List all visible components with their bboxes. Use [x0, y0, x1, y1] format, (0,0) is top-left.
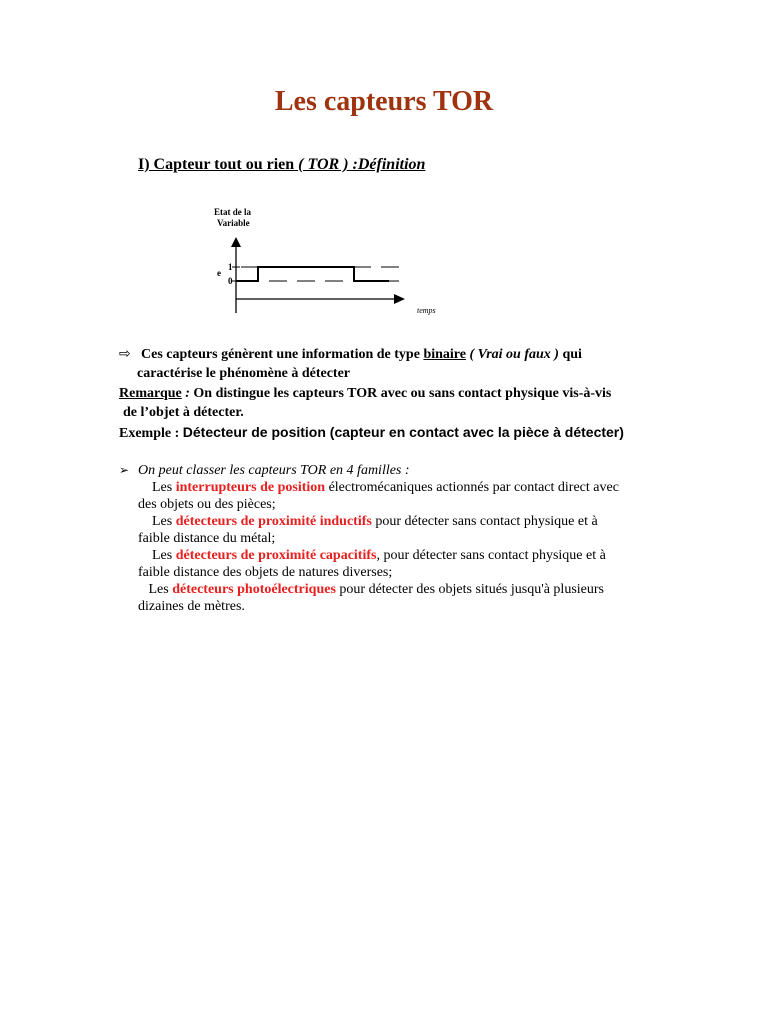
family-item — [119, 479, 679, 513]
family-item-line2: dizaines de mètres. — [138, 599, 245, 614]
family-prefix: Les — [152, 548, 176, 563]
e-label: e — [217, 268, 221, 278]
p2-text-a: On distingue les capteurs TOR avec ou sans contact physique vis-à-vis — [193, 386, 612, 401]
family-highlight: interrupteurs de position — [175, 480, 326, 495]
level-0-label: 0 — [228, 276, 233, 286]
family-item-line1 — [138, 513, 679, 530]
x-axis-label: temps — [417, 306, 436, 315]
p1-binaire: binaire — [423, 347, 466, 362]
x-axis-arrowhead — [394, 294, 405, 304]
y-axis-label-line1: Etat de la — [214, 207, 251, 217]
level-1-label: 1 — [228, 262, 233, 272]
p2-remarque: Remarque — [119, 386, 182, 401]
tor-signal-svg — [205, 203, 455, 321]
p1-text-b: qui — [562, 347, 582, 362]
family-rest: , pour détecter sans contact physique et à — [376, 548, 606, 563]
binary-signal-line — [236, 267, 389, 281]
paragraph-exemple — [119, 423, 677, 443]
section-heading-label: I) Capteur tout ou rien — [138, 156, 295, 173]
families-intro: On peut classer les capteurs TOR en 4 familles : — [138, 463, 410, 478]
y-axis-label-line2: Variable — [217, 218, 250, 228]
family-highlight: détecteurs de proximité capacitifs — [175, 548, 377, 563]
family-item-line2: faible distance des objets de natures diverses; — [138, 565, 393, 580]
family-item-line1 — [138, 479, 679, 496]
family-highlight: détecteurs photoélectriques — [172, 582, 336, 597]
right-arrow-icon: ⇨ — [119, 346, 131, 362]
section-heading — [138, 156, 425, 174]
paragraph-remarque — [119, 384, 677, 422]
p3-text: Détecteur de position (capteur en contact avec la pièce à détecter) — [182, 424, 624, 440]
arrowhead-bullet-icon: ➢ — [119, 463, 130, 477]
families-list — [119, 462, 679, 615]
p3-label: Exemple : — [119, 426, 183, 441]
family-item — [119, 581, 679, 615]
section-heading-definition: :Définition — [352, 156, 426, 173]
family-prefix: Les — [152, 480, 176, 495]
family-rest: pour détecter des objets situés jusqu'à plusieurs — [335, 582, 604, 597]
families-intro-row — [119, 462, 679, 479]
p1-vrai-faux: ( Vrai ou faux ) — [465, 347, 563, 362]
family-prefix: Les — [152, 514, 176, 529]
family-item-line2: faible distance du métal; — [138, 531, 276, 546]
tor-signal-diagram — [205, 203, 455, 321]
section-heading-tor: ( TOR ) — [298, 156, 349, 173]
y-axis-arrowhead — [231, 237, 241, 247]
p2-text-b: de l’objet à détecter. — [123, 405, 244, 420]
p2-colon: : — [181, 386, 194, 401]
page-title: Les capteurs TOR — [274, 86, 494, 117]
family-item-line1 — [138, 547, 679, 564]
family-rest: électromécaniques actionnés par contact direct avec — [325, 480, 619, 495]
family-prefix: Les — [148, 582, 173, 597]
family-highlight: détecteurs de proximité inductifs — [175, 514, 372, 529]
p1-text-c: caractérise le phénomène à détecter — [137, 366, 351, 381]
paragraph-binary-information — [119, 345, 677, 383]
family-item — [119, 547, 679, 581]
family-item — [119, 513, 679, 547]
family-rest: pour détecter sans contact physique et à — [371, 514, 598, 529]
family-item-line2: des objets ou des pièces; — [138, 497, 276, 512]
p1-text-a: Ces capteurs génèrent une information de type — [141, 347, 424, 362]
family-item-line1 — [138, 581, 679, 598]
